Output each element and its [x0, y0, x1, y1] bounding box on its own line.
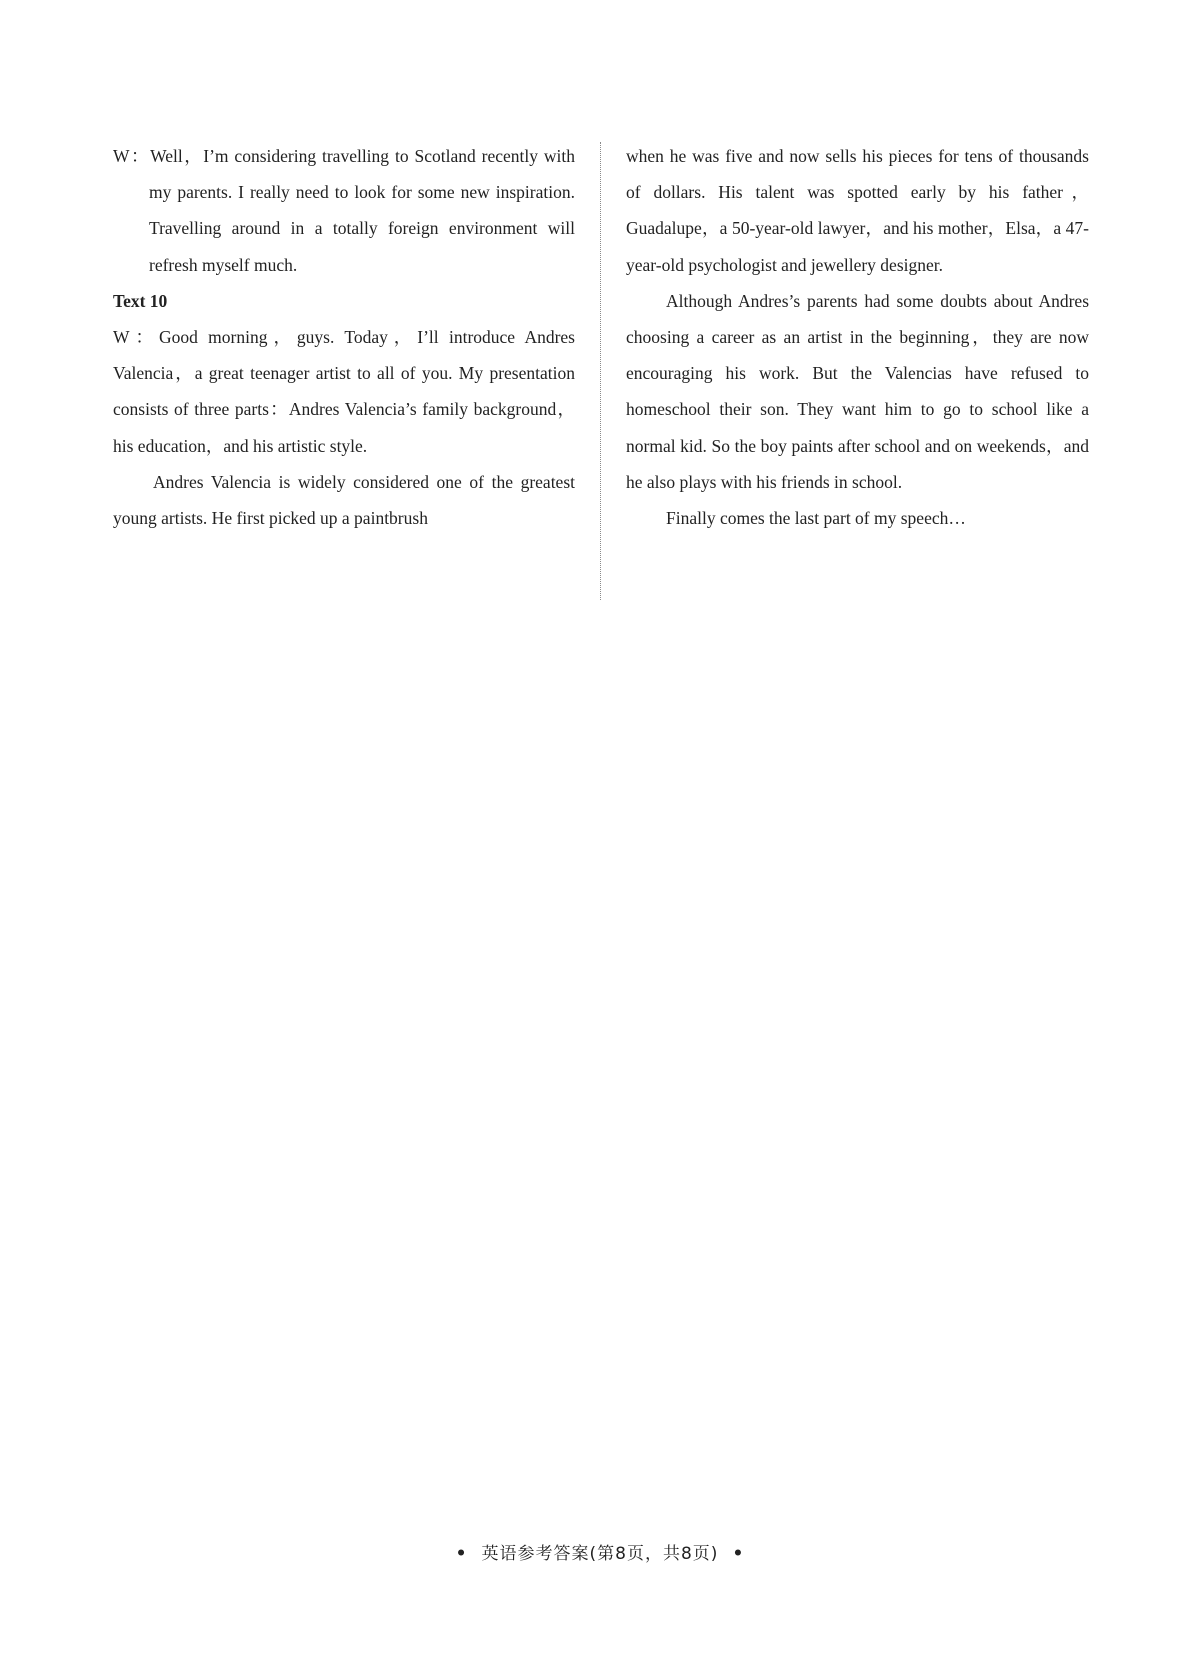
left-column: [113, 138, 575, 536]
column-divider: [600, 142, 601, 600]
dialogue-w-reply: W：Well，I’m considering travelling to Scotland recently with my parents. I really need to look for some new inspiration. Travelling around in a totally foreign environment will refresh myself much.: [113, 146, 575, 275]
paragraph-artist-continued: when he was five and now sells his pieces for tens of thousands of dollars. His talent was spotted early by his father，Guadalupe，a 50-year-old lawyer，and his mother，Elsa，a 47-year-old psychologist and jewellery designer.: [626, 146, 1089, 275]
paragraph-closing: Finally comes the last part of my speech…: [666, 508, 966, 529]
paragraph-artist-start: Andres Valencia is widely considered one of the greatest young artists. He first picked up a paintbrush: [113, 471, 575, 529]
footer-bullet-right: •: [732, 1544, 745, 1564]
footer-bullet-left: •: [455, 1544, 468, 1564]
page-footer: [0, 1539, 1200, 1564]
section-heading-text-10: Text 10: [113, 290, 168, 311]
paragraph-parents: Although Andres’s parents had some doubts about Andres choosing a career as an artist in the beginning，they are now encouraging his work. But the Valencias have refused to homeschool their son. They want him to go to school like a normal kid. So the boy paints after school and on weekends，and he also plays with his friends in school.: [626, 290, 1089, 492]
right-column: [626, 138, 1089, 536]
footer-page-number: 英语参考答案(第8页，共8页): [481, 1544, 719, 1564]
presentation-intro: W：Good morning，guys. Today，I’ll introduce Andres Valencia，a great teenager artist to all of you. My presentation consists of three parts：Andres Valencia’s family background，his education，and his artistic style.: [113, 327, 575, 456]
